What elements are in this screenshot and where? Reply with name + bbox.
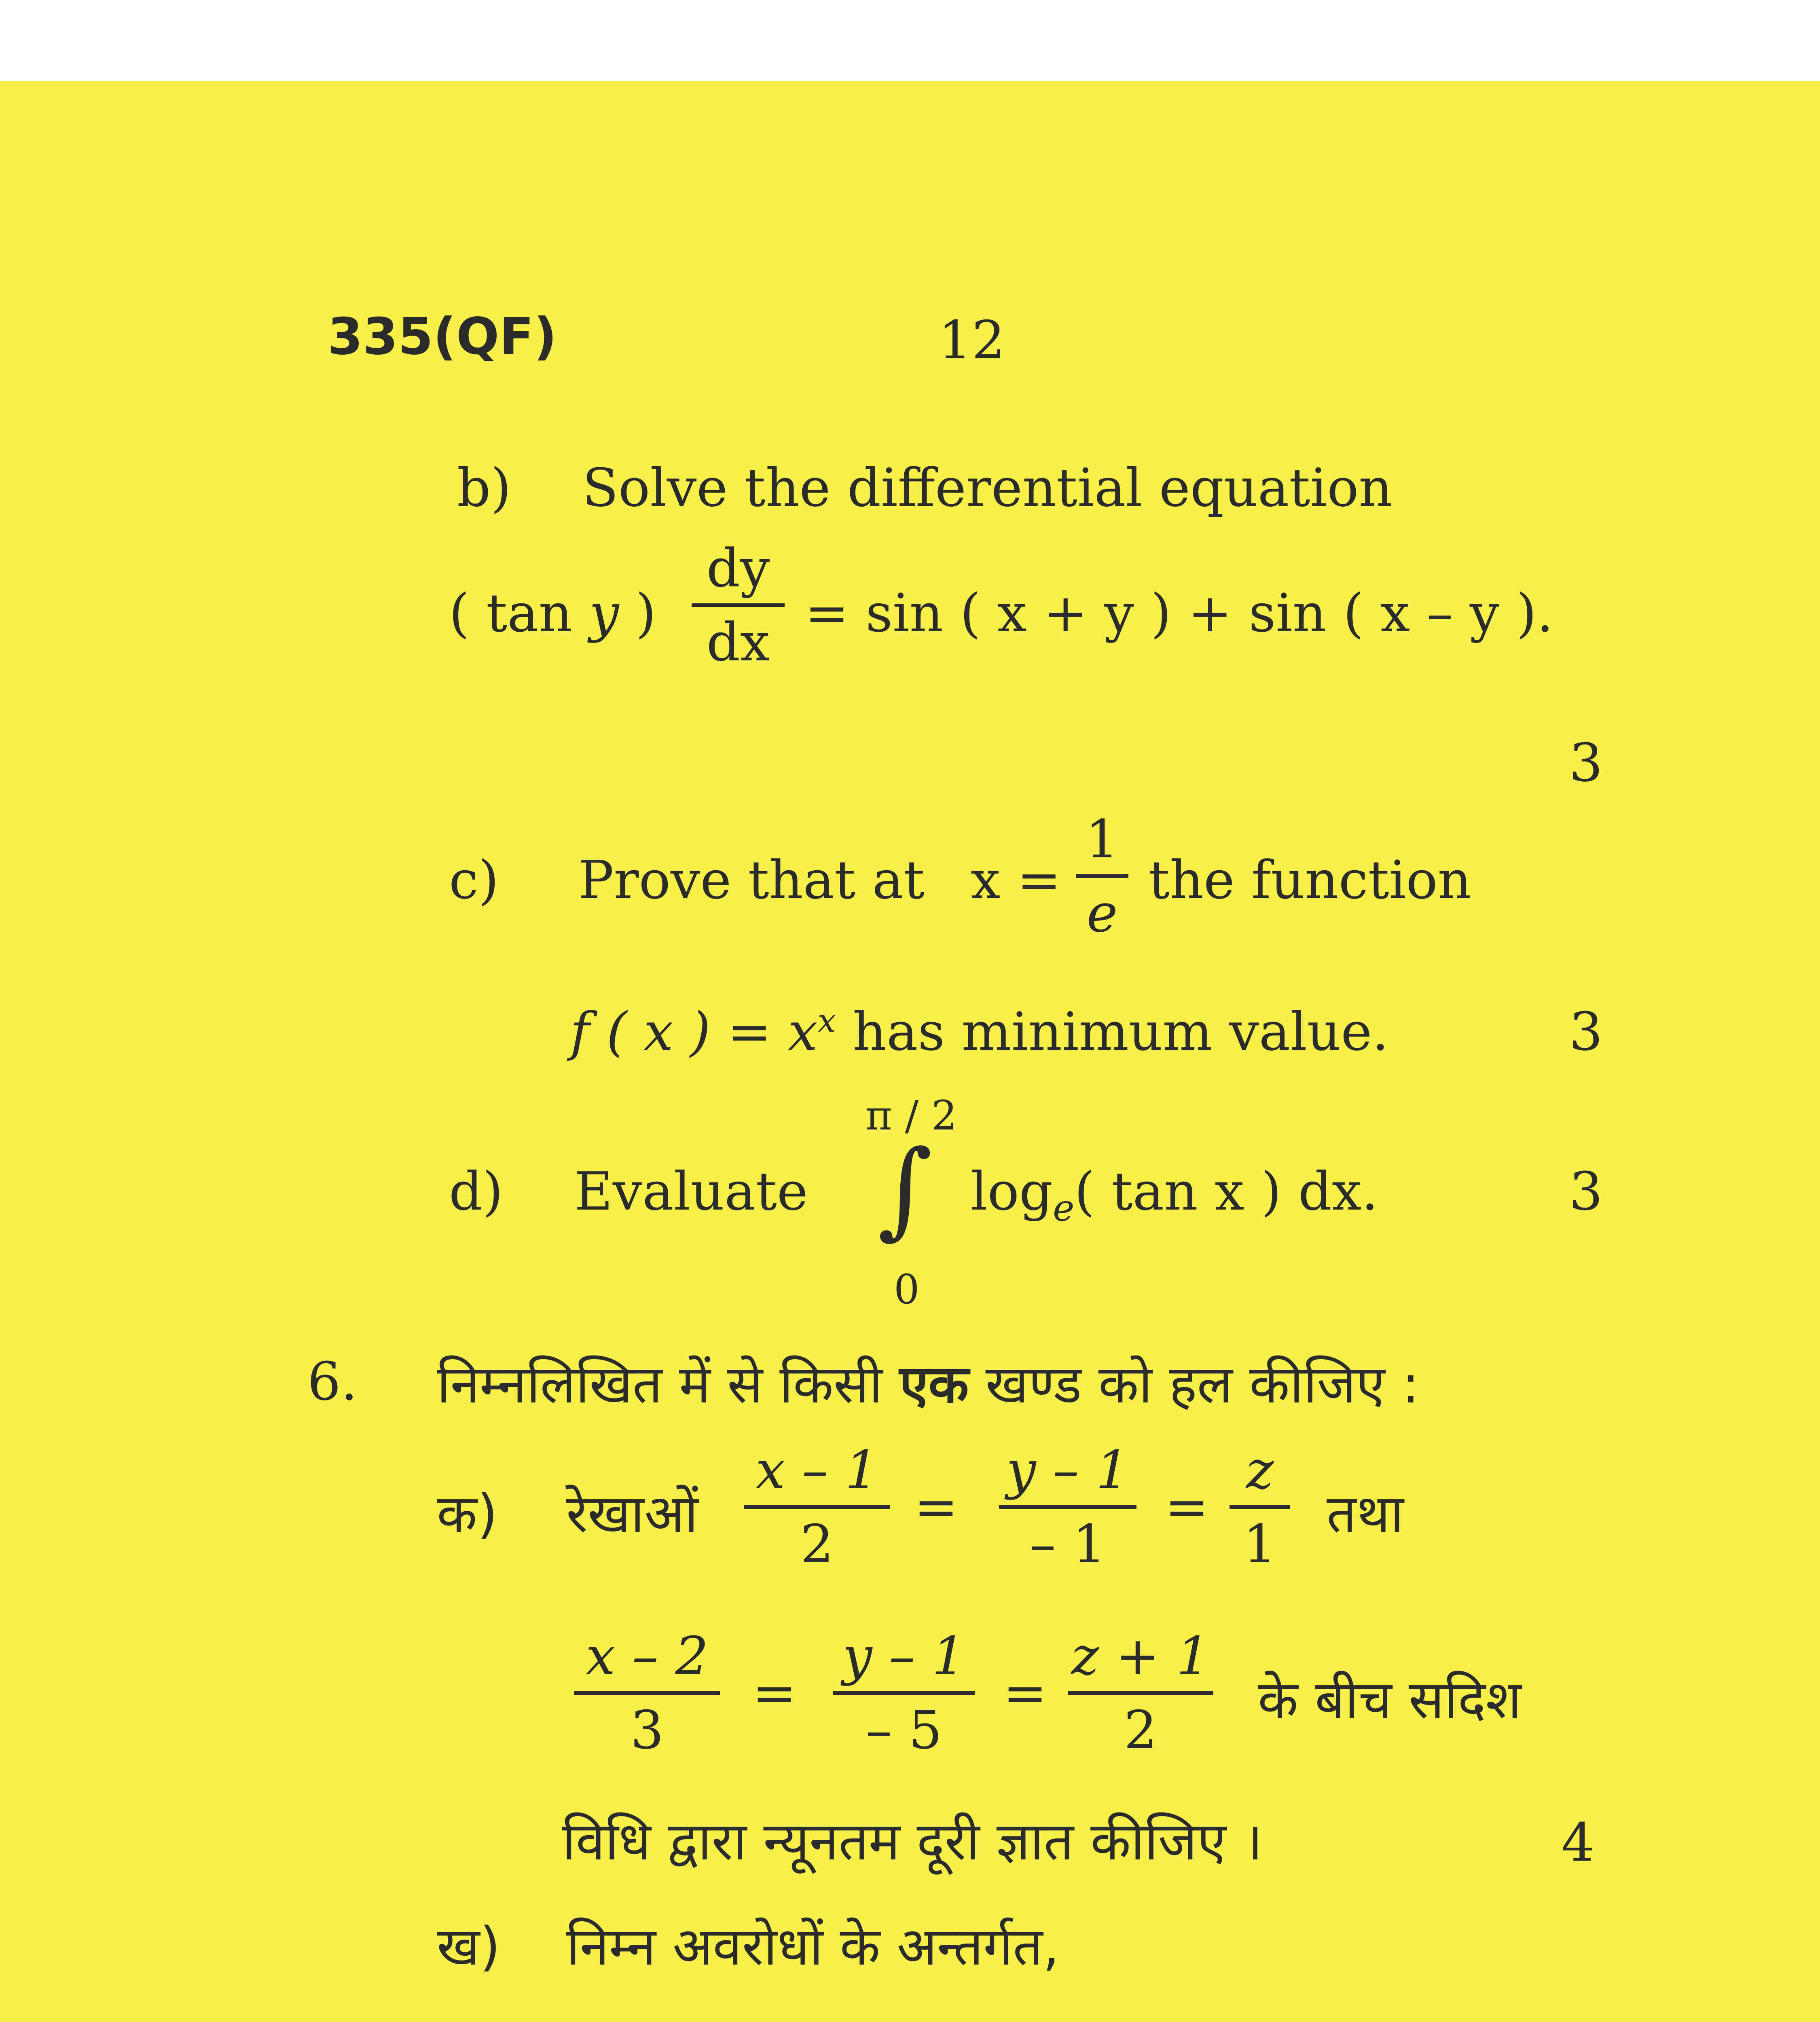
- line1-fraction-y: y – 1 – 1: [999, 1440, 1136, 1574]
- q6-ka-label: क): [437, 1483, 498, 1544]
- q6-number: 6.: [307, 1351, 358, 1412]
- q6-kha-intro: निम्न अवरोधों के अन्तर्गत,: [566, 1916, 1060, 1977]
- q5c-label: c): [449, 849, 499, 911]
- q5b-dy-dx-fraction: dy dx: [692, 538, 785, 673]
- q6-ka-line3: विधि द्वारा न्यूनतम दूरी ज्ञात कीजिए ।: [562, 1810, 1263, 1872]
- equals-sign: =: [1165, 1476, 1209, 1538]
- q6-instruction: निम्नलिखित में से किसी एक खण्ड को हल कीजिए :: [437, 1354, 1420, 1415]
- q5b-marks: 3: [1569, 732, 1603, 793]
- q5c-text-after: the function: [1149, 849, 1472, 911]
- q5c-text: Prove that at: [578, 849, 925, 911]
- q5d-integrand: $\log_e$( tan x ) dx.: [971, 1161, 1378, 1229]
- integral-sign: ∫: [878, 1128, 933, 1250]
- q6-ka-word: रेखाओं: [566, 1483, 698, 1544]
- q5b-label: b): [457, 457, 511, 518]
- equals-sign: =: [914, 1476, 958, 1538]
- q6-ka-tatha: तथा: [1327, 1483, 1404, 1544]
- line2-fraction-x: x – 2 3: [574, 1626, 720, 1760]
- q5c-one-over-e: 1 e: [1076, 809, 1128, 943]
- q5b-lhs: ( tan y ): [449, 582, 656, 644]
- q5c-marks: 3: [1569, 1001, 1603, 1062]
- q5c-eq: x =: [971, 849, 1061, 911]
- line1-fraction-z: z 1: [1230, 1440, 1290, 1574]
- q5d-lower-limit: 0: [894, 1266, 920, 1313]
- q5d-label: d): [449, 1161, 503, 1222]
- q6-ka-marks: 4: [1561, 1812, 1595, 1873]
- q6-kha-label: ख): [437, 1916, 501, 1977]
- page-number: 12: [938, 309, 1005, 371]
- q6-ka-between: के बीच सदिश: [1258, 1669, 1522, 1730]
- q5d-upper-limit: π / 2: [866, 1092, 957, 1139]
- q5b-rhs: = sin ( x + y ) + sin ( x – y ).: [805, 582, 1553, 644]
- q5c-line2: f ( x ) = $x^x$ has minimum value.: [570, 1001, 1389, 1062]
- q5d-text: Evaluate: [574, 1161, 808, 1222]
- equals-sign: =: [752, 1662, 796, 1724]
- q5d-marks: 3: [1569, 1161, 1603, 1222]
- equals-sign: =: [1003, 1662, 1047, 1724]
- line1-fraction-x: x – 1 2: [744, 1440, 890, 1574]
- line2-fraction-y: y – 1 – 5: [833, 1626, 975, 1760]
- q5b-text: Solve the differential equation: [582, 457, 1393, 518]
- line2-fraction-z: z + 1 2: [1068, 1626, 1213, 1760]
- paper-code: 335(QF): [328, 307, 557, 366]
